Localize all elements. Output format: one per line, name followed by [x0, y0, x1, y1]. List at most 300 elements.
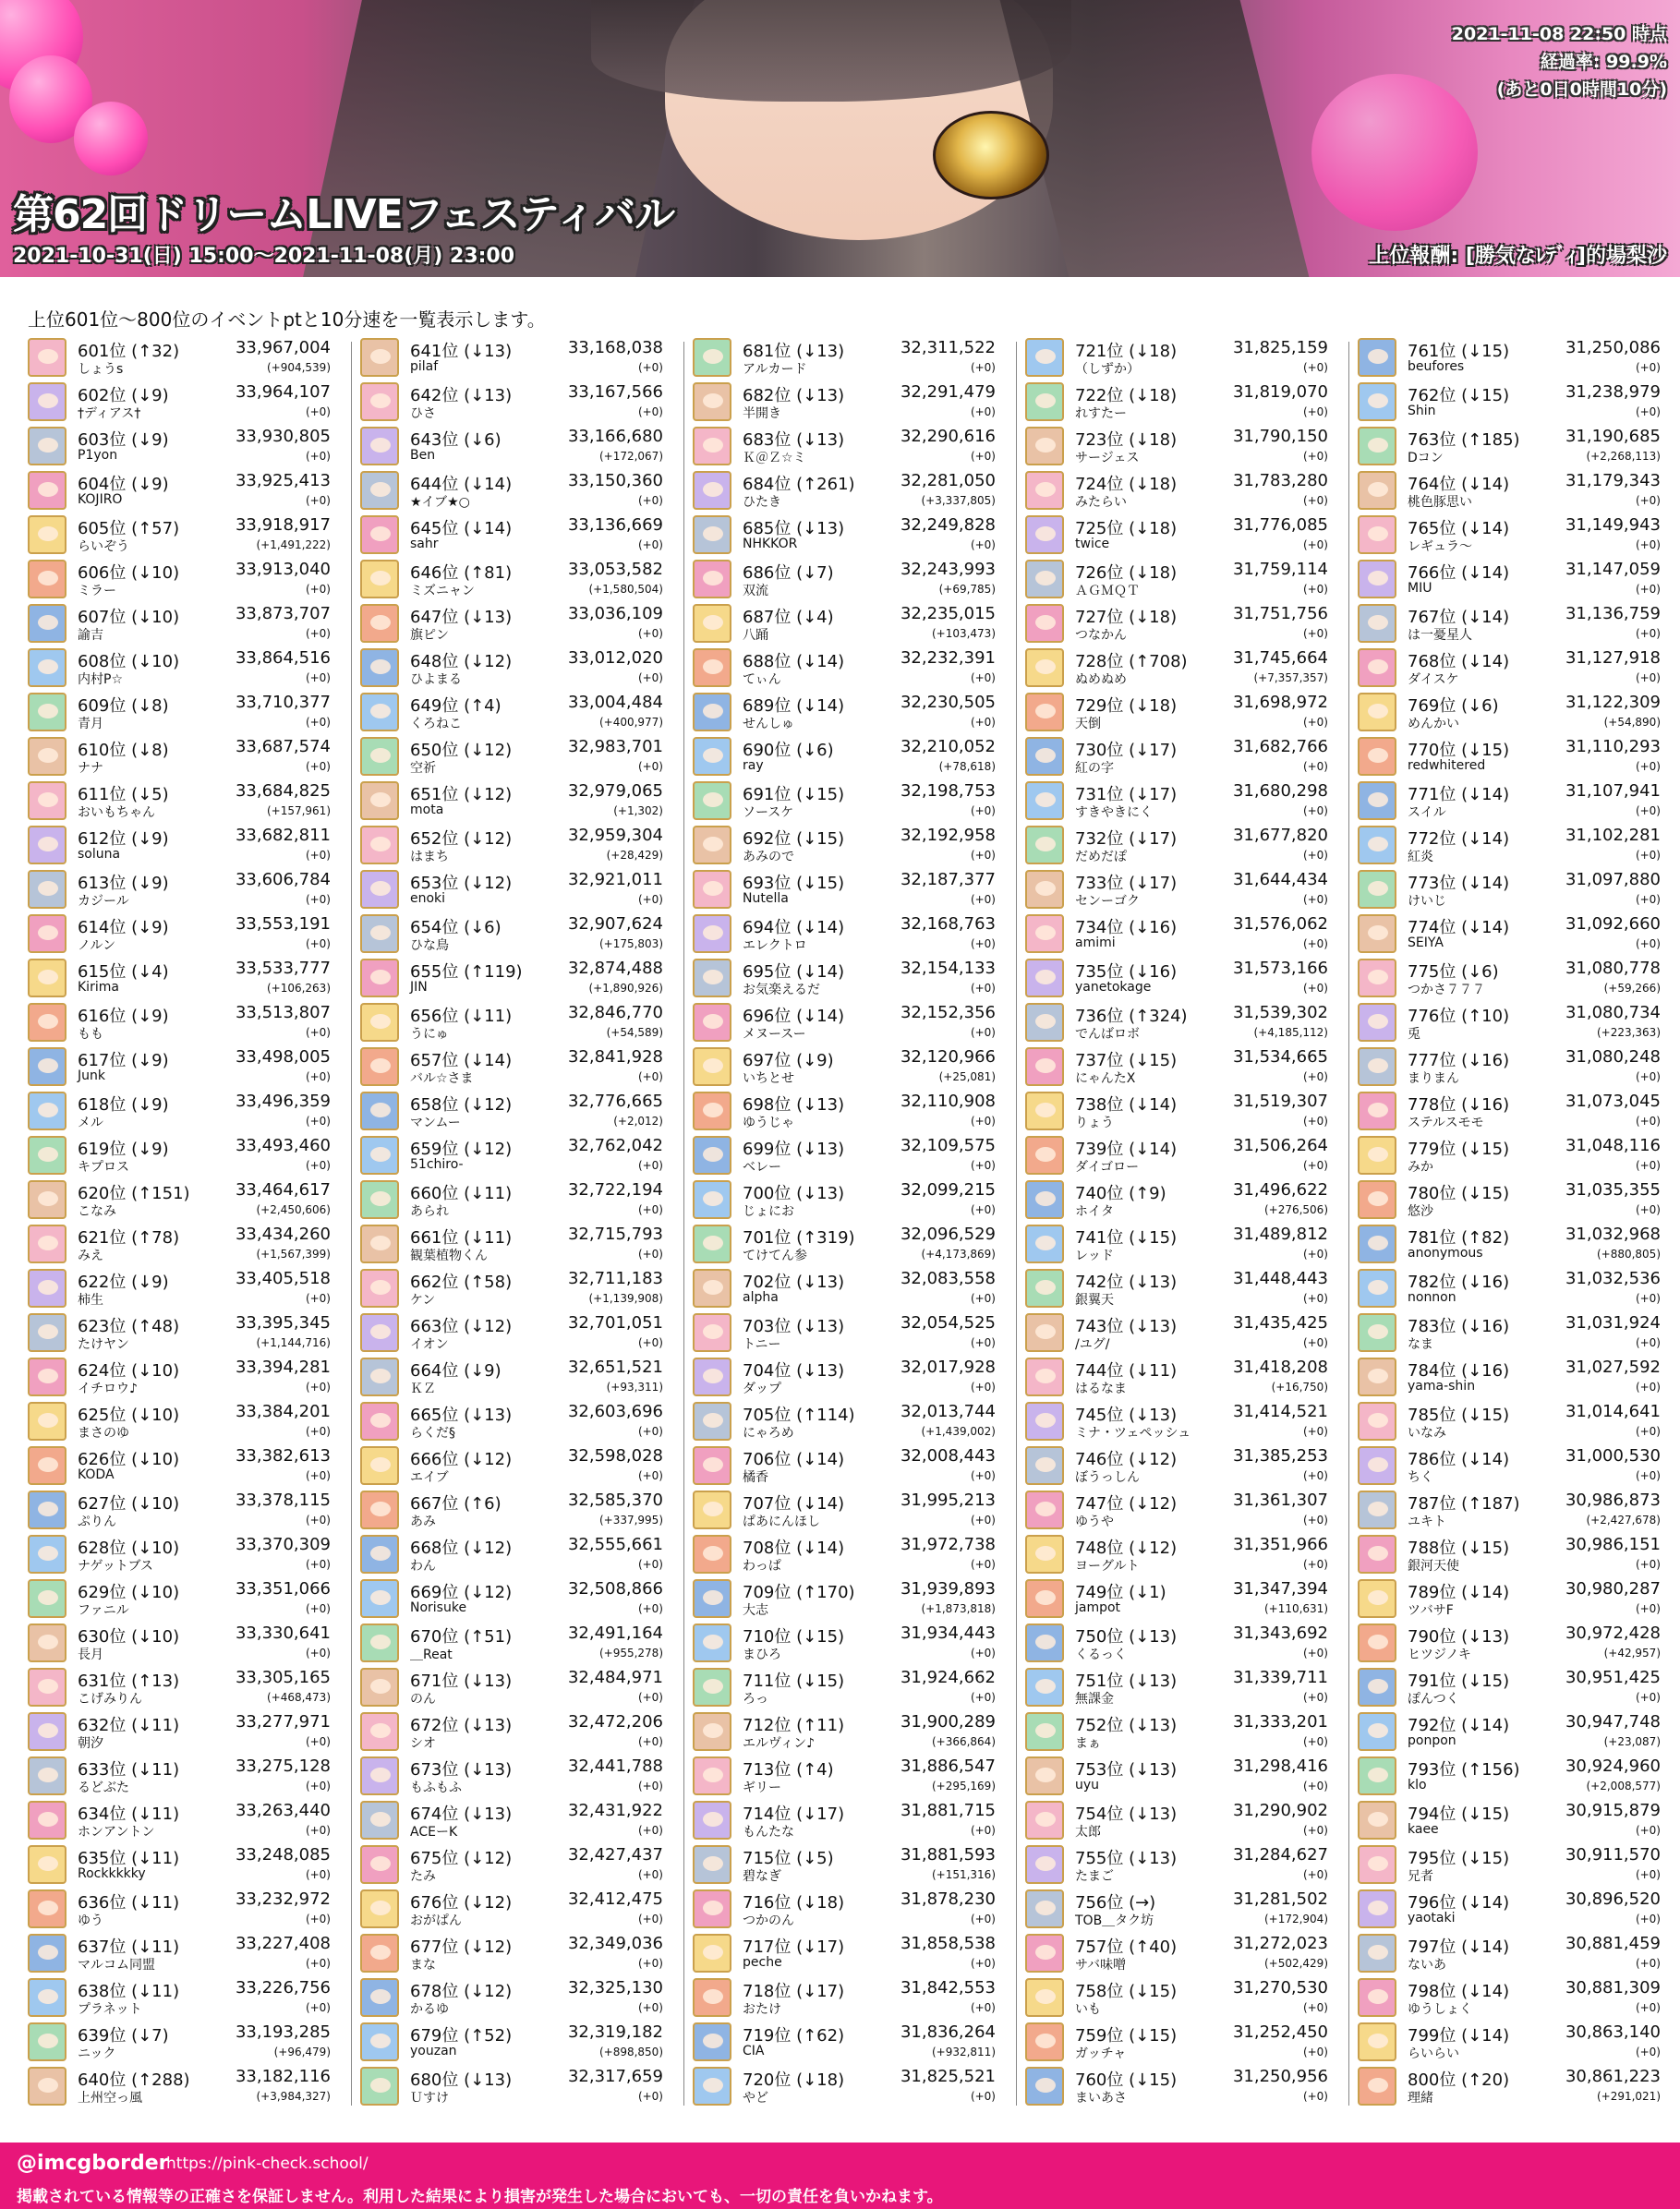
ranking-row	[1352, 602, 1672, 646]
event-points: 33,513,807	[235, 1003, 331, 1022]
avatar-icon	[360, 1801, 399, 1840]
event-points: 33,395,345	[235, 1313, 331, 1333]
event-points: 31,190,685	[1565, 427, 1661, 446]
ranking-row	[22, 2065, 342, 2109]
ranking-row	[687, 1267, 1007, 1311]
event-points: 31,035,355	[1565, 1180, 1661, 1200]
ten-min-speed: (+23,087)	[1603, 1735, 1661, 1748]
rank-label: 689位 (↓14)	[743, 696, 845, 716]
rank-label: 756位 (→)	[1075, 1893, 1156, 1913]
player-name: 双流	[743, 584, 768, 598]
player-name: ぼうっしん	[1075, 1470, 1140, 1485]
event-points: 30,986,151	[1565, 1535, 1661, 1554]
ranking-row	[687, 2065, 1007, 2109]
player-name: beufores	[1408, 359, 1465, 374]
ranking-row	[355, 1976, 674, 2021]
ten-min-speed: (+0)	[305, 405, 331, 418]
event-points: 33,553,191	[235, 914, 331, 934]
player-name: Rockkkkky	[78, 1866, 146, 1881]
site-link[interactable]: https://pink-check.school/	[166, 2155, 369, 2173]
ranking-row	[355, 425, 674, 469]
event-points: 32,427,437	[567, 1845, 663, 1865]
rank-label: 784位 (↓16)	[1408, 1361, 1510, 1381]
avatar-icon	[1358, 826, 1396, 864]
rank-label: 714位 (↓17)	[743, 1805, 845, 1824]
ranking-row	[355, 336, 674, 380]
player-name: みえ	[78, 1249, 103, 1263]
ranking-row	[1020, 2065, 1339, 2109]
player-name: ダイゴロー	[1075, 1160, 1140, 1175]
ten-min-speed: (+54,589)	[606, 1026, 663, 1039]
ten-min-speed: (+0)	[637, 627, 663, 640]
player-name: まいあさ	[1075, 2091, 1127, 2106]
ten-min-speed: (+2,008,577)	[1586, 1780, 1661, 1793]
player-name: pilaf	[410, 359, 439, 374]
player-name: ステルスモモ	[1408, 1116, 1484, 1130]
avatar-icon	[1358, 1047, 1396, 1086]
player-name: ケン	[410, 1293, 436, 1308]
avatar-icon	[28, 2022, 66, 2061]
event-points: 31,751,756	[1232, 604, 1328, 623]
ten-min-speed: (+0)	[1635, 1159, 1661, 1172]
ten-min-speed: (+0)	[1635, 1558, 1661, 1571]
ten-min-speed: (+0)	[1302, 1558, 1328, 1571]
ten-min-speed: (+0)	[637, 671, 663, 684]
rank-label: 676位 (↓12)	[410, 1893, 513, 1913]
player-name: 旗ピン	[410, 628, 449, 643]
ten-min-speed: (+0)	[1635, 538, 1661, 551]
rank-label: 755位 (↓13)	[1075, 1849, 1178, 1868]
player-name: つかのん	[743, 1913, 794, 1928]
rank-label: 621位 (↑78)	[78, 1228, 180, 1248]
avatar-icon	[693, 1136, 731, 1175]
avatar-icon	[1025, 1978, 1064, 2017]
avatar-icon	[28, 427, 66, 465]
ten-min-speed: (+0)	[305, 1868, 331, 1881]
event-points: 32,017,928	[900, 1358, 996, 1377]
ranking-row	[1020, 1444, 1339, 1489]
player-name: KODA	[78, 1467, 115, 1482]
ten-min-speed: (+0)	[1635, 583, 1661, 596]
rank-label: 657位 (↓14)	[410, 1051, 513, 1070]
avatar-icon	[693, 1934, 731, 1973]
ten-min-speed: (+0)	[305, 1647, 331, 1660]
event-points: 32,983,701	[567, 737, 663, 756]
ten-min-speed: (+0)	[1302, 1469, 1328, 1482]
event-points: 31,102,281	[1565, 826, 1661, 845]
ten-min-speed: (+0)	[637, 2001, 663, 2014]
ten-min-speed: (+42,957)	[1603, 1647, 1661, 1660]
rank-label: 693位 (↓15)	[743, 874, 845, 893]
avatar-icon	[1358, 1402, 1396, 1441]
avatar-icon	[1358, 1225, 1396, 1263]
rank-label: 712位 (↑11)	[743, 1716, 845, 1735]
rank-label: 670位 (↑51)	[410, 1627, 513, 1647]
event-points: 33,277,971	[235, 1712, 331, 1732]
rank-label: 728位 (↑708)	[1075, 652, 1188, 671]
rank-label: 635位 (↓11)	[78, 1849, 180, 1868]
ten-min-speed: (+2,268,113)	[1586, 450, 1661, 463]
rank-label: 633位 (↓11)	[78, 1760, 180, 1780]
ten-min-speed: (+0)	[637, 494, 663, 507]
event-points: 31,573,166	[1232, 959, 1328, 978]
event-points: 32,099,215	[900, 1180, 996, 1200]
rank-label: 747位 (↓12)	[1075, 1494, 1178, 1514]
ranking-row	[1020, 1400, 1339, 1444]
ten-min-speed: (+0)	[305, 671, 331, 684]
rank-label: 722位 (↓18)	[1075, 386, 1178, 405]
player-name: 観葉植物くん	[410, 1249, 488, 1263]
ranking-row	[1020, 1888, 1339, 1932]
avatar-icon	[1025, 781, 1064, 820]
rank-label: 720位 (↓18)	[743, 2070, 845, 2090]
event-points: 32,325,130	[567, 1978, 663, 1998]
ranking-row	[687, 691, 1007, 735]
ten-min-speed: (+0)	[970, 1913, 996, 1925]
ranking-row	[687, 868, 1007, 912]
ten-min-speed: (+291,021)	[1596, 2090, 1661, 2103]
rank-label: 687位 (↓4)	[743, 608, 834, 627]
rank-label: 617位 (↓9)	[78, 1051, 169, 1070]
player-name: jampot	[1075, 1600, 1121, 1615]
event-points: 32,008,443	[900, 1446, 996, 1466]
player-name: センーゴク	[1075, 894, 1140, 909]
event-points: 30,924,960	[1565, 1756, 1661, 1776]
ranking-column	[355, 336, 674, 2113]
rank-label: 606位 (↓10)	[78, 563, 180, 583]
event-points: 33,687,574	[235, 737, 331, 756]
rank-label: 797位 (↓14)	[1408, 1937, 1510, 1957]
rank-label: 742位 (↓13)	[1075, 1273, 1178, 1292]
rank-label: 762位 (↓15)	[1408, 386, 1510, 405]
avatar-icon	[1358, 1491, 1396, 1529]
rank-label: 776位 (↑10)	[1408, 1007, 1510, 1026]
event-points: 33,873,707	[235, 604, 331, 623]
ten-min-speed: (+0)	[1635, 494, 1661, 507]
avatar-icon	[1025, 1136, 1064, 1175]
ten-min-speed: (+0)	[637, 1868, 663, 1881]
ranking-row	[1352, 1533, 1672, 1577]
ranking-row	[1352, 824, 1672, 868]
player-name: 兄者	[1408, 1869, 1433, 1884]
event-points: 30,915,879	[1565, 1801, 1661, 1820]
avatar-icon	[693, 914, 731, 953]
avatar-icon	[1358, 2067, 1396, 2106]
event-points: 32,484,971	[567, 1668, 663, 1687]
rank-label: 710位 (↓15)	[743, 1627, 845, 1647]
ten-min-speed: (+1,567,399)	[256, 1248, 331, 1261]
ranking-row	[687, 1178, 1007, 1223]
player-name: ＿Reat	[410, 1648, 453, 1662]
ten-min-speed: (+0)	[305, 627, 331, 640]
ranking-row	[1020, 602, 1339, 646]
ten-min-speed: (+0)	[1635, 361, 1661, 374]
avatar-icon	[28, 1047, 66, 1086]
ten-min-speed: (+0)	[637, 1691, 663, 1704]
player-name: ＫＺ	[410, 1382, 436, 1396]
event-points: 33,168,038	[567, 338, 663, 357]
avatar-icon	[28, 1801, 66, 1840]
player-name: 銀翼天	[1075, 1293, 1114, 1308]
player-name: くるっく	[1075, 1648, 1127, 1662]
player-name: ゆうや	[1075, 1515, 1114, 1529]
event-points: 32,441,788	[567, 1756, 663, 1776]
event-points: 32,598,028	[567, 1446, 663, 1466]
player-name: めんかい	[1408, 717, 1459, 731]
event-points: 30,947,748	[1565, 1712, 1661, 1732]
avatar-icon	[1358, 427, 1396, 465]
avatar-icon	[1025, 1668, 1064, 1707]
rank-label: 615位 (↓4)	[78, 962, 169, 982]
player-name: 長月	[78, 1648, 103, 1662]
avatar-icon	[1025, 1269, 1064, 1308]
rank-label: 764位 (↓14)	[1408, 475, 1510, 494]
ten-min-speed: (+157,961)	[266, 804, 331, 817]
avatar-icon	[28, 1446, 66, 1485]
rank-label: 767位 (↓14)	[1408, 608, 1510, 627]
avatar-icon	[693, 1180, 731, 1219]
avatar-icon	[693, 338, 731, 377]
rank-label: 779位 (↓15)	[1408, 1140, 1510, 1159]
rank-label: 653位 (↓12)	[410, 874, 513, 893]
avatar-icon	[28, 1934, 66, 1973]
twitter-handle[interactable]: @imcgborder	[17, 2152, 169, 2175]
avatar-icon	[360, 560, 399, 598]
ranking-row	[22, 380, 342, 425]
ranking-row	[22, 1400, 342, 1444]
player-name: サバ味噌	[1075, 1958, 1127, 1973]
player-name: エルヴィン♪	[743, 1736, 816, 1751]
player-name: こげみりん	[78, 1692, 142, 1707]
ten-min-speed: (+0)	[637, 1957, 663, 1970]
ten-min-speed: (+0)	[637, 2090, 663, 2103]
ten-min-speed: (+0)	[637, 893, 663, 906]
ten-min-speed: (+2,427,678)	[1586, 1514, 1661, 1527]
rank-label: 730位 (↓17)	[1075, 741, 1178, 760]
ten-min-speed: (+0)	[1635, 760, 1661, 773]
event-points: 32,096,529	[900, 1225, 996, 1244]
event-points: 32,701,051	[567, 1313, 663, 1333]
avatar-icon	[1358, 1003, 1396, 1042]
ranking-row	[1352, 1001, 1672, 1045]
rank-label: 789位 (↓14)	[1408, 1583, 1510, 1602]
event-points: 31,939,893	[900, 1579, 996, 1599]
player-name: 無課金	[1075, 1692, 1114, 1707]
avatar-icon	[693, 1003, 731, 1042]
avatar-icon	[28, 648, 66, 687]
ranking-row	[1020, 1799, 1339, 1843]
player-name: わっぱ	[743, 1559, 781, 1574]
rank-label: 778位 (↓16)	[1408, 1095, 1510, 1115]
ranking-column	[22, 336, 342, 2113]
rank-label: 604位 (↓9)	[78, 475, 169, 494]
player-name: ぬめぬめ	[1075, 672, 1127, 687]
player-name: NHKKOR	[743, 537, 798, 551]
player-name: ヒツジノキ	[1408, 1648, 1471, 1662]
player-name: Shin	[1408, 404, 1436, 418]
rank-label: 719位 (↑62)	[743, 2026, 845, 2046]
event-points: 31,136,759	[1565, 604, 1661, 623]
column-divider	[1016, 342, 1017, 2106]
player-name: peche	[743, 1955, 782, 1970]
player-name: ゆうしょく	[1408, 2002, 1472, 2017]
player-name: 朝汐	[78, 1736, 103, 1751]
player-name: ろっ	[743, 1692, 768, 1707]
player-name: れすたー	[1075, 406, 1127, 421]
ten-min-speed: (+1,580,504)	[588, 583, 663, 596]
avatar-icon	[360, 1402, 399, 1441]
event-points: 33,330,641	[235, 1624, 331, 1643]
avatar-icon	[1358, 1668, 1396, 1707]
event-points: 31,435,425	[1232, 1313, 1328, 1333]
avatar-icon	[28, 1756, 66, 1795]
ranking-row	[1352, 1932, 1672, 1976]
player-name: klo	[1408, 1778, 1427, 1793]
ten-min-speed: (+1,302)	[613, 804, 663, 817]
rank-label: 741位 (↓15)	[1075, 1228, 1178, 1248]
ranking-row	[1020, 779, 1339, 824]
rank-label: 669位 (↓12)	[410, 1583, 513, 1602]
rank-label: 696位 (↓14)	[743, 1007, 845, 1026]
event-points: 31,836,264	[900, 2022, 996, 2042]
player-name: anonymous	[1408, 1246, 1483, 1261]
player-name: いちとせ	[743, 1071, 794, 1086]
event-points: 33,684,825	[235, 781, 331, 801]
rank-label: 660位 (↓11)	[410, 1184, 513, 1203]
ranking-row	[1020, 1001, 1339, 1045]
avatar-icon	[360, 737, 399, 776]
ranking-row	[22, 336, 342, 380]
ten-min-speed: (+59,266)	[1603, 982, 1661, 995]
rank-label: 671位 (↓13)	[410, 1672, 513, 1691]
avatar-icon	[360, 471, 399, 510]
ranking-row	[355, 558, 674, 602]
ten-min-speed: (+0)	[970, 1336, 996, 1349]
ranking-row	[1020, 912, 1339, 957]
ranking-row	[1020, 1843, 1339, 1888]
ranking-row	[355, 1622, 674, 1666]
ten-min-speed: (+0)	[970, 1824, 996, 1837]
ten-min-speed: (+0)	[1302, 494, 1328, 507]
ranking-row	[22, 1799, 342, 1843]
ranking-row	[1352, 558, 1672, 602]
event-points: 31,080,248	[1565, 1047, 1661, 1067]
event-points: 30,881,309	[1565, 1978, 1661, 1998]
avatar-icon	[1025, 1491, 1064, 1529]
ranking-row	[1352, 1666, 1672, 1710]
ranking-row	[22, 1755, 342, 1799]
avatar-icon	[1358, 1579, 1396, 1618]
ranking-row	[22, 1888, 342, 1932]
ranking-grid	[22, 336, 1662, 2113]
rank-label: 632位 (↓11)	[78, 1716, 180, 1735]
avatar-icon	[28, 338, 66, 377]
rank-label: 672位 (↓13)	[410, 1716, 513, 1735]
ranking-row	[687, 1134, 1007, 1178]
avatar-icon	[28, 959, 66, 997]
avatar-icon	[693, 1579, 731, 1618]
avatar-icon	[1025, 1535, 1064, 1574]
rank-label: 652位 (↓12)	[410, 829, 513, 849]
rank-label: 706位 (↓14)	[743, 1450, 845, 1469]
player-name: レッド	[1075, 1249, 1114, 1263]
player-name: いも	[1075, 2002, 1101, 2017]
avatar-icon	[1358, 560, 1396, 598]
avatar-icon	[1358, 1446, 1396, 1485]
avatar-icon	[1358, 1845, 1396, 1884]
ranking-row	[22, 2021, 342, 2065]
avatar-icon	[1025, 338, 1064, 377]
avatar-icon	[1358, 2022, 1396, 2061]
time-remaining: (あと0日0時間10分)	[1496, 79, 1667, 100]
player-name: ホンアントン	[78, 1825, 155, 1840]
avatar-icon	[360, 1136, 399, 1175]
avatar-icon	[693, 515, 731, 554]
rank-label: 798位 (↓14)	[1408, 1982, 1510, 2001]
player-name: みたらい	[1075, 495, 1127, 510]
ten-min-speed: (+0)	[305, 1780, 331, 1793]
ranking-row	[22, 1356, 342, 1400]
avatar-icon	[1358, 1889, 1396, 1928]
rank-label: 694位 (↓14)	[743, 918, 845, 937]
avatar-icon	[1025, 382, 1064, 421]
ranking-row	[1020, 1489, 1339, 1533]
avatar-icon	[360, 1756, 399, 1795]
ranking-row	[355, 868, 674, 912]
avatar-icon	[28, 1535, 66, 1574]
avatar-icon	[1025, 1579, 1064, 1618]
avatar-icon	[693, 1756, 731, 1795]
ten-min-speed: (+0)	[1635, 1602, 1661, 1615]
avatar-icon	[1025, 1624, 1064, 1662]
player-name: ひたき	[743, 495, 781, 510]
ranking-row	[1352, 646, 1672, 691]
event-points: 32,243,993	[900, 560, 996, 579]
event-points: 32,508,866	[567, 1579, 663, 1599]
ranking-row	[355, 691, 674, 735]
player-name: redwhitered	[1408, 758, 1486, 773]
player-name: ちく	[1408, 1470, 1433, 1485]
event-points: 32,232,391	[900, 648, 996, 668]
ten-min-speed: (+0)	[305, 1381, 331, 1394]
ten-min-speed: (+106,263)	[266, 982, 331, 995]
ranking-row	[1352, 336, 1672, 380]
ten-min-speed: (+3,984,327)	[256, 2090, 331, 2103]
player-name: メル	[78, 1116, 103, 1130]
ranking-row	[1352, 1489, 1672, 1533]
ten-min-speed: (+0)	[305, 2001, 331, 2014]
ranking-row	[1352, 2021, 1672, 2065]
player-name: Ｕすけ	[410, 2091, 449, 2106]
ranking-row	[22, 957, 342, 1001]
ten-min-speed: (+0)	[1302, 1159, 1328, 1172]
player-name: はまち	[410, 850, 449, 864]
event-points: 33,384,201	[235, 1402, 331, 1421]
ten-min-speed: (+0)	[1635, 937, 1661, 950]
footer-bar	[0, 2143, 1680, 2209]
avatar-icon	[1025, 1402, 1064, 1441]
avatar-icon	[1025, 959, 1064, 997]
rank-label: 612位 (↓9)	[78, 829, 169, 849]
event-points: 31,339,711	[1232, 1668, 1328, 1687]
player-name: Kirima	[78, 980, 119, 995]
avatar-icon	[360, 1269, 399, 1308]
rank-label: 700位 (↓13)	[743, 1184, 845, 1203]
ten-min-speed: (+0)	[970, 937, 996, 950]
rank-label: 781位 (↑82)	[1408, 1228, 1510, 1248]
avatar-icon	[1358, 1180, 1396, 1219]
ten-min-speed: (+0)	[637, 1824, 663, 1837]
